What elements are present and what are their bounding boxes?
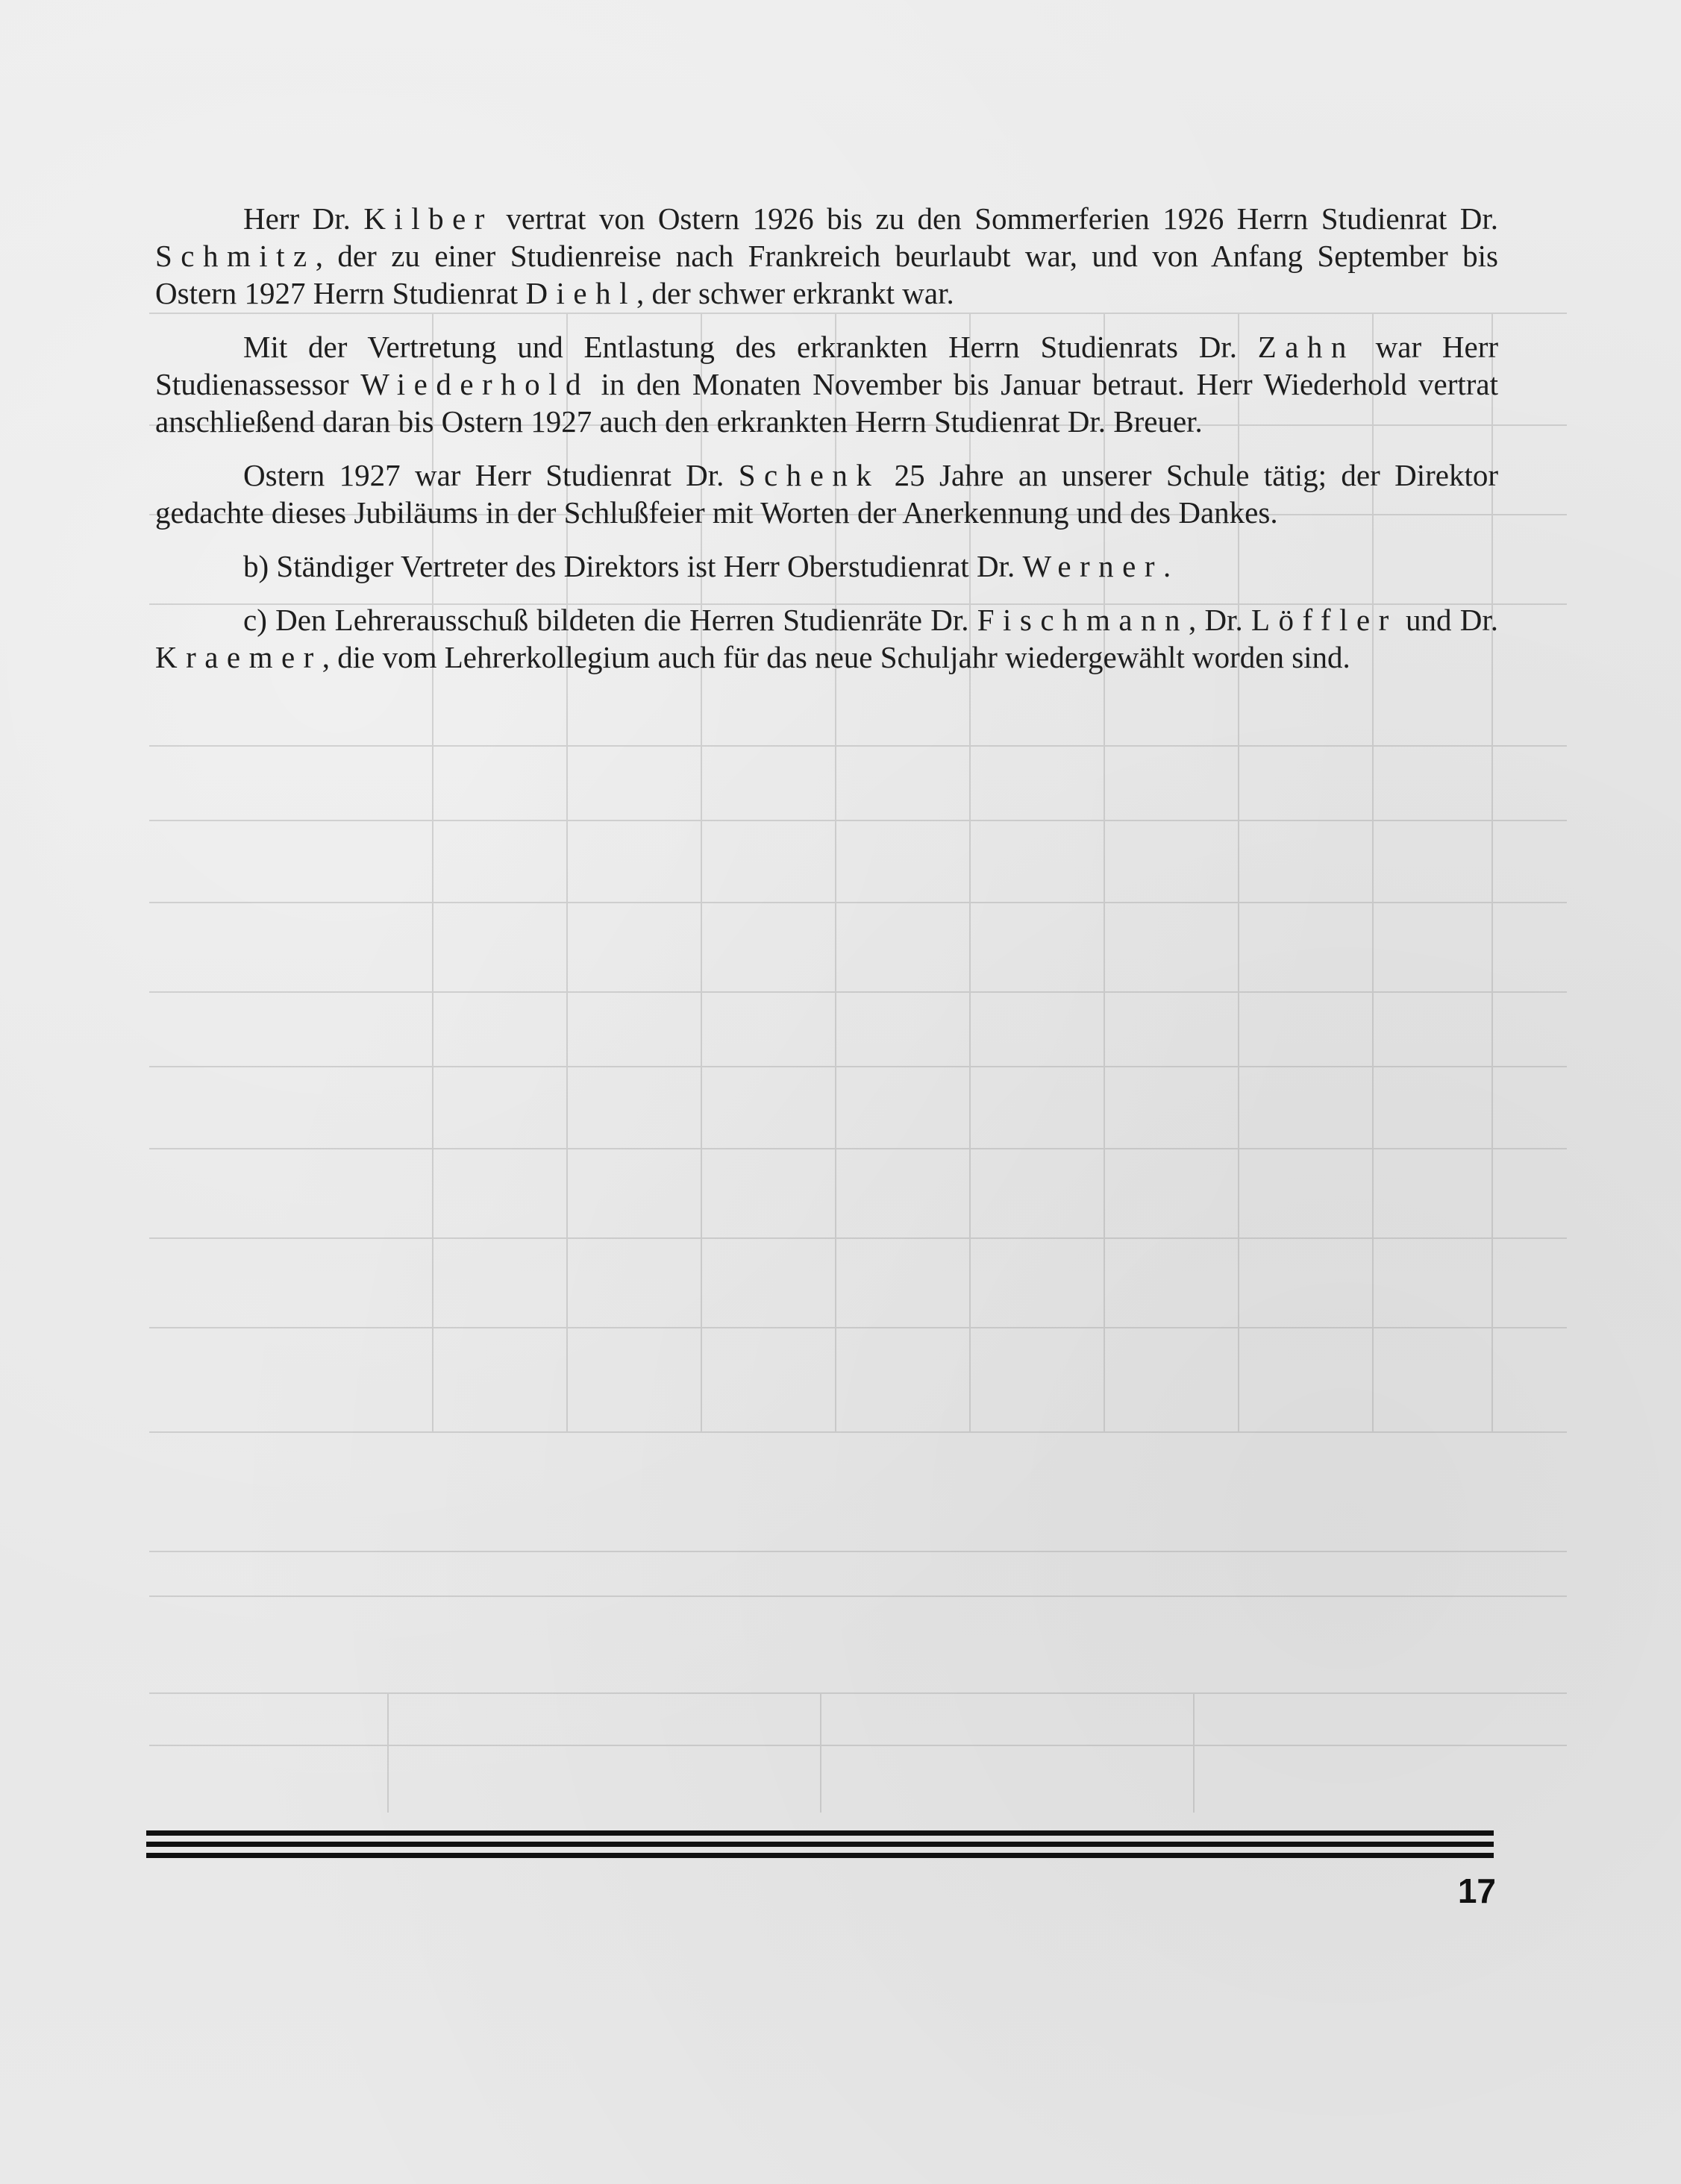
- paragraph-substitutes-wiederhold: [155, 328, 1498, 440]
- footer-triple-rule: [146, 1830, 1494, 1860]
- spaced-name: Kraemer: [155, 640, 322, 674]
- text-run: war Herr Studienassessor: [155, 330, 1498, 401]
- footer-rule-line: [146, 1830, 1494, 1836]
- spaced-name: Schmitz: [155, 239, 316, 273]
- spaced-name: Werner: [1022, 549, 1163, 583]
- text-run: .: [1162, 549, 1171, 583]
- text-run: und Dr.: [1397, 603, 1499, 637]
- spaced-name: Löffler: [1251, 603, 1397, 637]
- text-run: c) Den Lehrerausschuß bildeten die Herren Studienräte Dr.: [243, 603, 977, 637]
- spaced-name: Wiederhold: [360, 367, 589, 401]
- body-text: [155, 200, 1498, 692]
- spaced-name: Fischmann: [977, 603, 1189, 637]
- paragraph-teacher-committee: [155, 601, 1498, 676]
- spaced-name: Kilber: [363, 201, 493, 236]
- text-run: in den Monaten November bis Januar betraut. Herr Wiederhold vertrat anschließend daran bis Ostern 1927 auch den erkrankten Herrn Studienrat Dr. Breuer.: [155, 367, 1499, 439]
- text-run: Herr Dr.: [243, 201, 364, 236]
- text-run: , die vom Lehrerkollegium auch für das neue Schuljahr wiedergewählt worden sind.: [322, 640, 1350, 674]
- paragraph-deputy-director: [155, 547, 1498, 585]
- text-run: , der schwer erkrankt war.: [636, 276, 954, 310]
- paragraph-substitutes-kilber: [155, 200, 1498, 312]
- spaced-name: Zahn: [1257, 330, 1355, 364]
- spaced-name: Diehl: [525, 276, 636, 310]
- page-number: 17: [1457, 1871, 1496, 1910]
- footer-rule-line: [146, 1853, 1494, 1858]
- paragraph-jubilee-schenk: [155, 456, 1498, 531]
- text-run: Mit der Vertretung und Entlastung des erkrankten Herrn Studienrats Dr.: [243, 330, 1258, 364]
- text-run: , der zu einer Studienreise nach Frankreich beurlaubt war, und von Anfang September bis Ostern 1927 Herrn Studienrat: [155, 239, 1498, 310]
- text-run: , Dr.: [1189, 603, 1252, 637]
- text-run: b) Ständiger Vertreter des Direktors ist Herr Oberstudienrat Dr.: [243, 549, 1023, 583]
- text-run: vertrat von Ostern 1926 bis zu den Sommerferien 1926 Herrn Studienrat Dr.: [492, 201, 1498, 236]
- text-run: Ostern 1927 war Herr Studienrat Dr.: [243, 458, 739, 492]
- footer-rule-line: [146, 1842, 1494, 1847]
- text-run: 25 Jahre an unserer Schule tätig; der Direktor gedachte dieses Jubiläums in der Schlußfeier mit Worten der Anerkennung und des Dankes.: [155, 458, 1498, 530]
- spaced-name: Schenk: [738, 458, 880, 492]
